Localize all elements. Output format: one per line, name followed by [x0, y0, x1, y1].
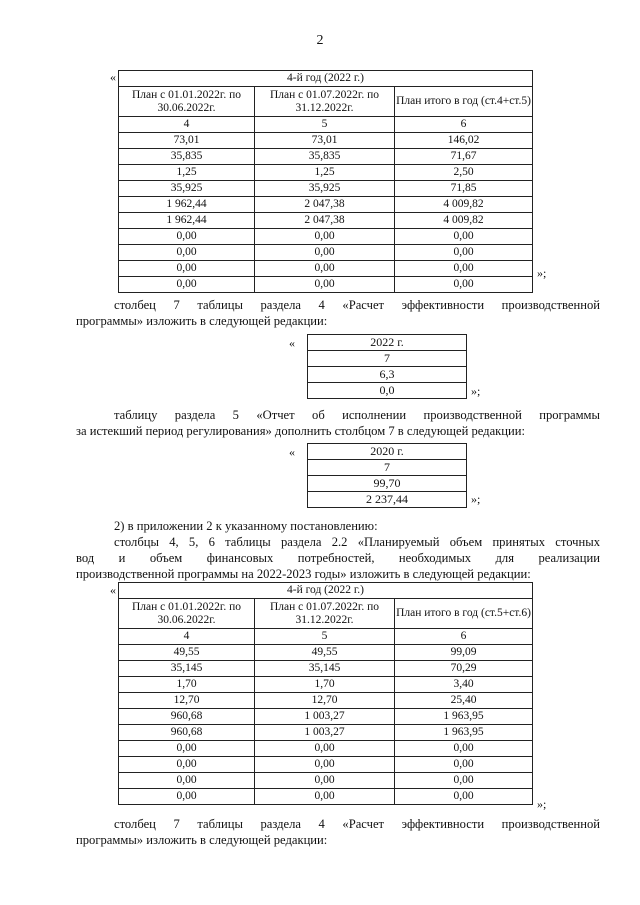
- table-row: [119, 165, 533, 181]
- table-cell: 2,50: [395, 165, 533, 181]
- table-cell: 99,09: [395, 645, 533, 661]
- paragraph-4-line-1: столбец 7 таблицы раздела 4 «Расчет эффективности производственной: [114, 817, 600, 831]
- paragraph-4: [76, 816, 600, 848]
- table-row: [119, 725, 533, 741]
- table-row: [119, 773, 533, 789]
- table-cell: 70,29: [395, 661, 533, 677]
- table-cell: 0,00: [119, 229, 255, 245]
- paragraph-2-line-2: за истекший период регулирования» дополнить столбцом 7 в следующей редакции:: [76, 424, 526, 438]
- paragraph-3-line-1: столбцы 4, 5, 6 таблицы раздела 2.2 «Планируемый объем принятых сточных: [114, 535, 600, 549]
- table-cell: 0,00: [255, 789, 395, 805]
- paragraph-3-item: 2) в приложении 2 к указанному постановлению:: [114, 519, 378, 533]
- table-row: [308, 444, 467, 460]
- table-4-group-header: 4-й год (2022 г.): [119, 583, 533, 599]
- table-cell: 0,00: [395, 789, 533, 805]
- close-semicolon-3: »;: [471, 492, 481, 506]
- table-row: [308, 460, 467, 476]
- table-cell: 1 003,27: [255, 709, 395, 725]
- table-cell: 2 047,38: [255, 213, 395, 229]
- paragraph-1: [76, 297, 600, 329]
- paragraph-4-line-2: программы» изложить в следующей редакции:: [76, 833, 328, 847]
- paragraph-2-line-1: таблицу раздела 5 «Отчет об исполнении производственной программы: [114, 408, 600, 422]
- table-row: [308, 383, 467, 399]
- table-cell: 0,00: [395, 245, 533, 261]
- table-cell: 99,70: [308, 476, 467, 492]
- table-4-col-number: 6: [395, 629, 533, 645]
- table-cell: 49,55: [119, 645, 255, 661]
- table-row: [119, 181, 533, 197]
- table-row: [119, 677, 533, 693]
- table-1-col-number: 6: [395, 117, 533, 133]
- table-cell: 0,00: [395, 773, 533, 789]
- paragraph-1-line-2: программы» изложить в следующей редакции:: [76, 314, 328, 328]
- table-1: [118, 70, 533, 293]
- table-cell: 4 009,82: [395, 197, 533, 213]
- table-1-group-header: 4-й год (2022 г.): [119, 71, 533, 87]
- table-1-col-number: 5: [255, 117, 395, 133]
- table-cell: 71,67: [395, 149, 533, 165]
- table-cell: 71,85: [395, 181, 533, 197]
- page-number: 2: [316, 33, 324, 48]
- table-cell: 0,00: [119, 261, 255, 277]
- table-cell: 35,835: [255, 149, 395, 165]
- table-cell: 6,3: [308, 367, 467, 383]
- table-row: [119, 261, 533, 277]
- table-cell: 1 962,44: [119, 213, 255, 229]
- table-cell: 73,01: [119, 133, 255, 149]
- table-row: [119, 133, 533, 149]
- table-cell: 1,70: [119, 677, 255, 693]
- table-4-col-number: 5: [255, 629, 395, 645]
- table-cell: 35,925: [255, 181, 395, 197]
- table-cell: 960,68: [119, 709, 255, 725]
- table-cell: 1,25: [119, 165, 255, 181]
- table-cell: 0,0: [308, 383, 467, 399]
- table-cell: 1,70: [255, 677, 395, 693]
- table-cell: 0,00: [119, 245, 255, 261]
- table-row: [119, 709, 533, 725]
- table-cell: 0,00: [255, 741, 395, 757]
- table-row: [119, 213, 533, 229]
- table-cell: 960,68: [119, 725, 255, 741]
- close-semicolon-2: »;: [471, 384, 481, 398]
- table-cell: 7: [308, 460, 467, 476]
- table-cell: 0,00: [119, 757, 255, 773]
- table-cell: 35,145: [255, 661, 395, 677]
- table-cell: 12,70: [119, 693, 255, 709]
- table-cell: 35,925: [119, 181, 255, 197]
- table-row: [119, 645, 533, 661]
- table-row: [119, 245, 533, 261]
- paragraph-2: [76, 407, 600, 439]
- table-cell: 1 003,27: [255, 725, 395, 741]
- table-cell: 0,00: [255, 261, 395, 277]
- table-2: [307, 334, 467, 399]
- table-row: [119, 197, 533, 213]
- table-cell: 1 963,95: [395, 725, 533, 741]
- table-cell: 35,835: [119, 149, 255, 165]
- paragraph-3-line-2: вод и объем финансовых потребностей, необходимых для реализации: [76, 551, 600, 565]
- table-row: [119, 789, 533, 805]
- table-cell: 49,55: [255, 645, 395, 661]
- table-row: [119, 693, 533, 709]
- table-row: [119, 661, 533, 677]
- table-4-col-header: План с 01.01.2022г. по 30.06.2022г.: [119, 599, 255, 629]
- table-cell: 2020 г.: [308, 444, 467, 460]
- table-row: [119, 277, 533, 293]
- table-cell: 0,00: [119, 789, 255, 805]
- table-cell: 0,00: [255, 773, 395, 789]
- table-3: [307, 443, 467, 508]
- table-4-col-header: План с 01.07.2022г. по 31.12.2022г.: [255, 599, 395, 629]
- table-cell: 4 009,82: [395, 213, 533, 229]
- table-cell: 0,00: [395, 229, 533, 245]
- table-cell: 0,00: [255, 245, 395, 261]
- close-semicolon-4: »;: [537, 797, 547, 811]
- open-quote-2: «: [289, 336, 295, 350]
- table-cell: 1 962,44: [119, 197, 255, 213]
- table-row: [308, 335, 467, 351]
- table-cell: 2022 г.: [308, 335, 467, 351]
- table-cell: 0,00: [395, 277, 533, 293]
- table-row: [119, 757, 533, 773]
- table-1-col-header: План с 01.07.2022г. по 31.12.2022г.: [255, 87, 395, 117]
- table-cell: 0,00: [255, 757, 395, 773]
- table-cell: 0,00: [119, 741, 255, 757]
- table-4: [118, 582, 533, 805]
- table-cell: 0,00: [119, 773, 255, 789]
- table-cell: 0,00: [255, 229, 395, 245]
- table-cell: 0,00: [395, 741, 533, 757]
- open-quote-4: «: [110, 583, 116, 597]
- table-row: [308, 492, 467, 508]
- table-cell: 0,00: [395, 757, 533, 773]
- paragraph-3: [76, 518, 600, 582]
- table-4-col-number: 4: [119, 629, 255, 645]
- table-row: [119, 741, 533, 757]
- paragraph-3-line-3: производственной программы на 2022-2023 годы» изложить в следующей редакции:: [76, 567, 531, 581]
- table-cell: 2 047,38: [255, 197, 395, 213]
- table-cell: 7: [308, 351, 467, 367]
- table-cell: 2 237,44: [308, 492, 467, 508]
- table-cell: 25,40: [395, 693, 533, 709]
- table-cell: 12,70: [255, 693, 395, 709]
- open-quote-3: «: [289, 445, 295, 459]
- table-row: [308, 351, 467, 367]
- table-cell: 0,00: [119, 277, 255, 293]
- table-cell: 35,145: [119, 661, 255, 677]
- table-cell: 146,02: [395, 133, 533, 149]
- table-cell: 0,00: [395, 261, 533, 277]
- table-cell: 1 963,95: [395, 709, 533, 725]
- table-row: [308, 476, 467, 492]
- table-cell: 73,01: [255, 133, 395, 149]
- open-quote-1: «: [110, 70, 116, 84]
- table-1-col-header: План с 01.01.2022г. по 30.06.2022г.: [119, 87, 255, 117]
- paragraph-1-line-1: столбец 7 таблицы раздела 4 «Расчет эффективности производственной: [114, 298, 600, 312]
- table-row: [308, 367, 467, 383]
- table-cell: 3,40: [395, 677, 533, 693]
- table-row: [119, 229, 533, 245]
- table-4-col-header: План итого в год (ст.5+ст.6): [395, 599, 533, 629]
- table-cell: 1,25: [255, 165, 395, 181]
- table-1-col-number: 4: [119, 117, 255, 133]
- table-1-col-header: План итого в год (ст.4+ст.5): [395, 87, 533, 117]
- close-semicolon-1: »;: [537, 266, 547, 280]
- table-cell: 0,00: [255, 277, 395, 293]
- table-row: [119, 149, 533, 165]
